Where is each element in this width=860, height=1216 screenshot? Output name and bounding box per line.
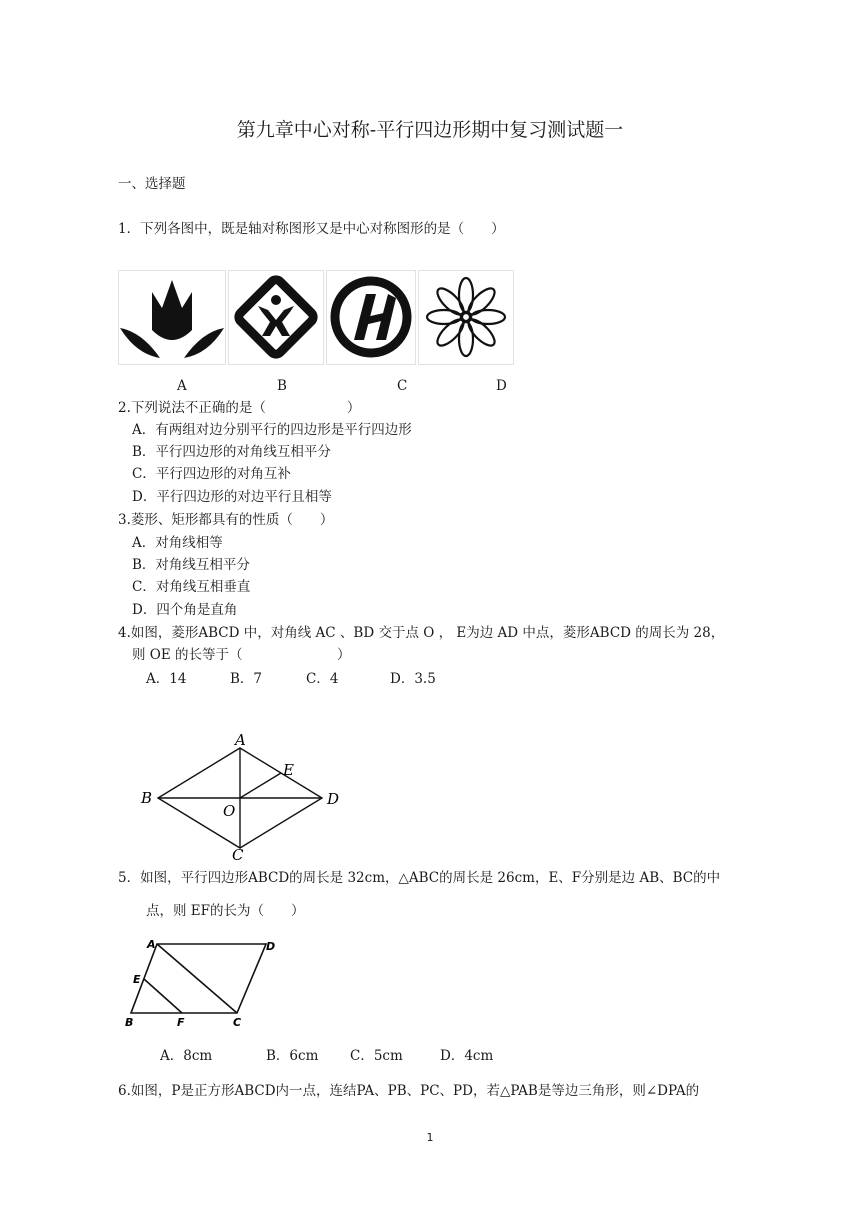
q1-stem: 1．下列各图中，既是轴对称图形又是中心对称图形的是（ ） xyxy=(118,221,505,237)
q4-label-c: C xyxy=(232,846,244,864)
q1-figure-d-flower xyxy=(418,270,514,365)
q4-label-b: B xyxy=(141,789,153,807)
q2-option-c: C．平行四边形的对角互补 xyxy=(132,466,291,482)
q6-stem-line1: 6.如图，P是正方形ABCD内一点，连结PA、PB、PC、PD，若△PAB是等边三角形，则∠DPA的 xyxy=(118,1083,700,1099)
q1-figure-c-logo xyxy=(326,270,416,365)
q4-option-b: B．7 xyxy=(230,671,263,687)
q4-option-d: D．3.5 xyxy=(390,671,436,687)
q2-stem: 2.下列说法不正确的是（ ） xyxy=(118,400,361,416)
q4-rhombus-figure xyxy=(130,731,350,864)
q1-label-a: A xyxy=(177,378,187,394)
q5-label-d: D xyxy=(266,940,276,953)
q2-option-a: A．有两组对边分别平行的四边形是平行四边形 xyxy=(132,422,412,438)
section-heading: 一、选择题 xyxy=(118,176,186,192)
q5-parallelogram-figure xyxy=(120,936,285,1031)
q3-stem: 3.菱形、矩形都具有的性质（ ） xyxy=(118,512,334,528)
page-title: 第九章中心对称-平行四边形期中复习测试题一 xyxy=(236,119,624,141)
q4-label-o: O xyxy=(223,802,236,820)
q5-option-c: C．5cm xyxy=(350,1048,403,1064)
q5-option-b: B．6cm xyxy=(266,1048,319,1064)
q2-option-d: D．平行四边形的对边平行且相等 xyxy=(132,489,332,505)
q4-option-c: C．4 xyxy=(306,671,339,687)
q3-option-d: D．四个角是直角 xyxy=(132,602,238,618)
q1-label-b: B xyxy=(277,378,287,394)
q5-stem-line1: 5．如图，平行四边形ABCD的周长是 32cm，△ABC的周长是 26cm，E、F分别是边 AB、BC的中 xyxy=(118,870,721,886)
q5-label-e: E xyxy=(133,973,141,986)
q5-option-d: D．4cm xyxy=(440,1048,494,1064)
q1-label-d: D xyxy=(496,378,507,394)
q5-stem-line2: 点，则 EF的长为（ ） xyxy=(146,903,305,919)
q3-option-c: C．对角线互相垂直 xyxy=(132,579,251,595)
q4-label-a: A xyxy=(235,731,246,749)
q5-label-f: F xyxy=(177,1016,185,1029)
q4-label-d: D xyxy=(327,790,340,808)
page-number: 1 xyxy=(426,1131,434,1144)
q4-option-a: A．14 xyxy=(146,671,187,687)
q5-option-a: A．8cm xyxy=(160,1048,213,1064)
q4-stem-line1: 4.如图，菱形ABCD 中，对角线 AC 、BD 交于点 O ， E为边 AD 中点，菱形ABCD 的周长为 28， xyxy=(118,625,725,641)
q1-figure-b-emblem xyxy=(228,270,324,365)
q4-label-e: E xyxy=(283,761,294,779)
q4-stem-line2: 则 OE 的长等于（ ） xyxy=(132,647,351,663)
q3-option-a: A．对角线相等 xyxy=(132,535,223,551)
q1-figure-a-tulip xyxy=(118,270,226,365)
q5-label-c: C xyxy=(233,1016,242,1029)
q5-label-a: A xyxy=(147,938,156,951)
q5-label-b: B xyxy=(125,1016,134,1029)
q3-option-b: B．对角线互相平分 xyxy=(132,557,250,573)
q1-label-c: C xyxy=(397,378,408,394)
q2-option-b: B．平行四边形的对角线互相平分 xyxy=(132,444,331,460)
